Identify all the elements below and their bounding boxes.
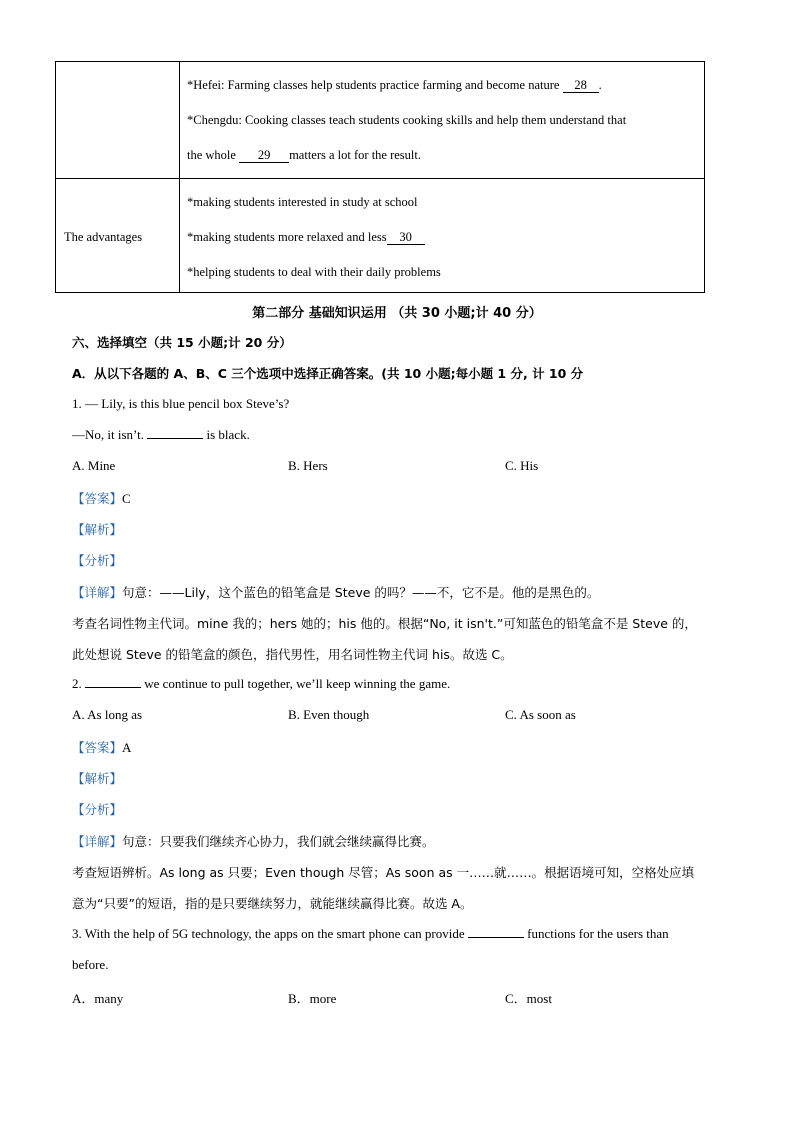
- sub-title: A．从以下各题的 A、B、C 三个选项中选择正确答案。(共 10 小题;每小题 1 分, 计 10 分: [72, 366, 584, 381]
- q1-explanation-1: 考查名词性物主代词。mine 我的；hers 她的；his 他的。根据“No, it isn't.”可知蓝色的铅笔盒不是 Steve 的，: [72, 616, 697, 631]
- detail-tag: 【详解】: [72, 585, 123, 600]
- part-title: 六、选择填空（共 15 小题;计 20 分）: [72, 335, 292, 350]
- q3-stem-end: functions for the users than: [523, 926, 669, 941]
- table-row: [56, 62, 704, 179]
- advantages-label: The advantages: [64, 230, 143, 244]
- answer-value: A: [122, 740, 132, 755]
- q1-explanation-2: 此处想说 Steve 的铅笔盒的颜色，指代男性，用名词性物主代词 his。故选 C。: [72, 647, 513, 662]
- hefei-text: *Hefei: Farming classes help students practice farming and become nature: [187, 78, 563, 92]
- q3-blank: [468, 926, 524, 938]
- answer-tag: 【答案】: [72, 740, 123, 755]
- detail-text: 句意：只要我们继续齐心协力，我们就会继续赢得比赛。: [122, 834, 435, 849]
- q2-detail: [72, 832, 435, 850]
- q1-option-a: A. Mine: [72, 458, 116, 473]
- q1-reply: [72, 427, 250, 443]
- q2-option-b: B. Even though: [288, 707, 370, 722]
- q3-option-a: A．many: [72, 991, 124, 1006]
- answer-value: C: [122, 491, 131, 506]
- q3-stem: [72, 926, 669, 942]
- blank-30: 30: [387, 231, 425, 245]
- section-title: 第二部分 基础知识运用 （共 30 小题;计 40 分）: [252, 306, 542, 321]
- detail-tag: 【详解】: [72, 834, 123, 849]
- chengdu-line: *Chengdu: Cooking classes teach students cooking skills and help them understand that: [187, 113, 627, 127]
- advantage-2-text: *making students more relaxed and less: [187, 230, 387, 244]
- analysis-tag: 【解析】: [72, 522, 123, 537]
- whole-text: the whole: [187, 148, 240, 162]
- q2-number: 2.: [72, 676, 85, 691]
- q3-option-b: B．more: [288, 991, 337, 1006]
- q2-stem: [72, 676, 450, 692]
- fenxi-tag: 【分析】: [72, 802, 123, 817]
- q2-option-a: A. As long as: [72, 707, 143, 722]
- advantage-3: *helping students to deal with their daily problems: [187, 265, 441, 279]
- q1-reply-end: is black.: [203, 427, 250, 442]
- hefei-line: [187, 78, 602, 93]
- fenxi-tag: 【分析】: [72, 553, 123, 568]
- q1-option-b: B. Hers: [288, 458, 328, 473]
- q2-stem-text: we continue to pull together, we’ll keep winning the game.: [141, 676, 451, 691]
- whole-end: matters a lot for the result.: [289, 148, 421, 162]
- q1-option-c: C. His: [505, 458, 539, 473]
- table-row: [56, 178, 704, 293]
- summary-table: [55, 61, 705, 293]
- q3-stem-line2: before.: [72, 957, 109, 972]
- blank-28: 28: [563, 79, 599, 93]
- detail-text: 句意：——Lily，这个蓝色的铅笔盒是 Steve 的吗？——不，它不是。他的是黑色的。: [122, 585, 600, 600]
- q1-detail: [72, 583, 599, 601]
- blank-29: 29: [239, 149, 289, 163]
- q2-option-c: C. As soon as: [505, 707, 576, 722]
- q1-stem: 1. — Lily, is this blue pencil box Steve’s?: [72, 396, 290, 411]
- q2-blank: [85, 676, 141, 688]
- q2-explanation-2: 意为“只要”的短语，指的是只要继续努力，就能继续赢得比赛。故选 A。: [72, 896, 473, 911]
- q3-option-c: C．most: [505, 991, 552, 1006]
- advantage-2: [187, 230, 425, 245]
- hefei-end: .: [598, 78, 602, 92]
- q3-stem-text: 3. With the help of 5G technology, the apps on the smart phone can provide: [72, 926, 468, 941]
- column-divider: [179, 62, 180, 178]
- whole-line: [187, 148, 421, 163]
- analysis-tag: 【解析】: [72, 771, 123, 786]
- q1-reply-text: —No, it isn’t.: [72, 427, 148, 442]
- q1-blank: [147, 427, 203, 439]
- q2-explanation-1: 考查短语辨析。As long as 只要；Even though 尽管；As soon as 一……就……。根据语境可知，空格处应填: [72, 865, 695, 880]
- advantage-1: *making students interested in study at school: [187, 195, 418, 209]
- column-divider: [179, 178, 180, 293]
- q1-answer: [72, 489, 131, 507]
- answer-tag: 【答案】: [72, 491, 123, 506]
- q2-answer: [72, 738, 131, 756]
